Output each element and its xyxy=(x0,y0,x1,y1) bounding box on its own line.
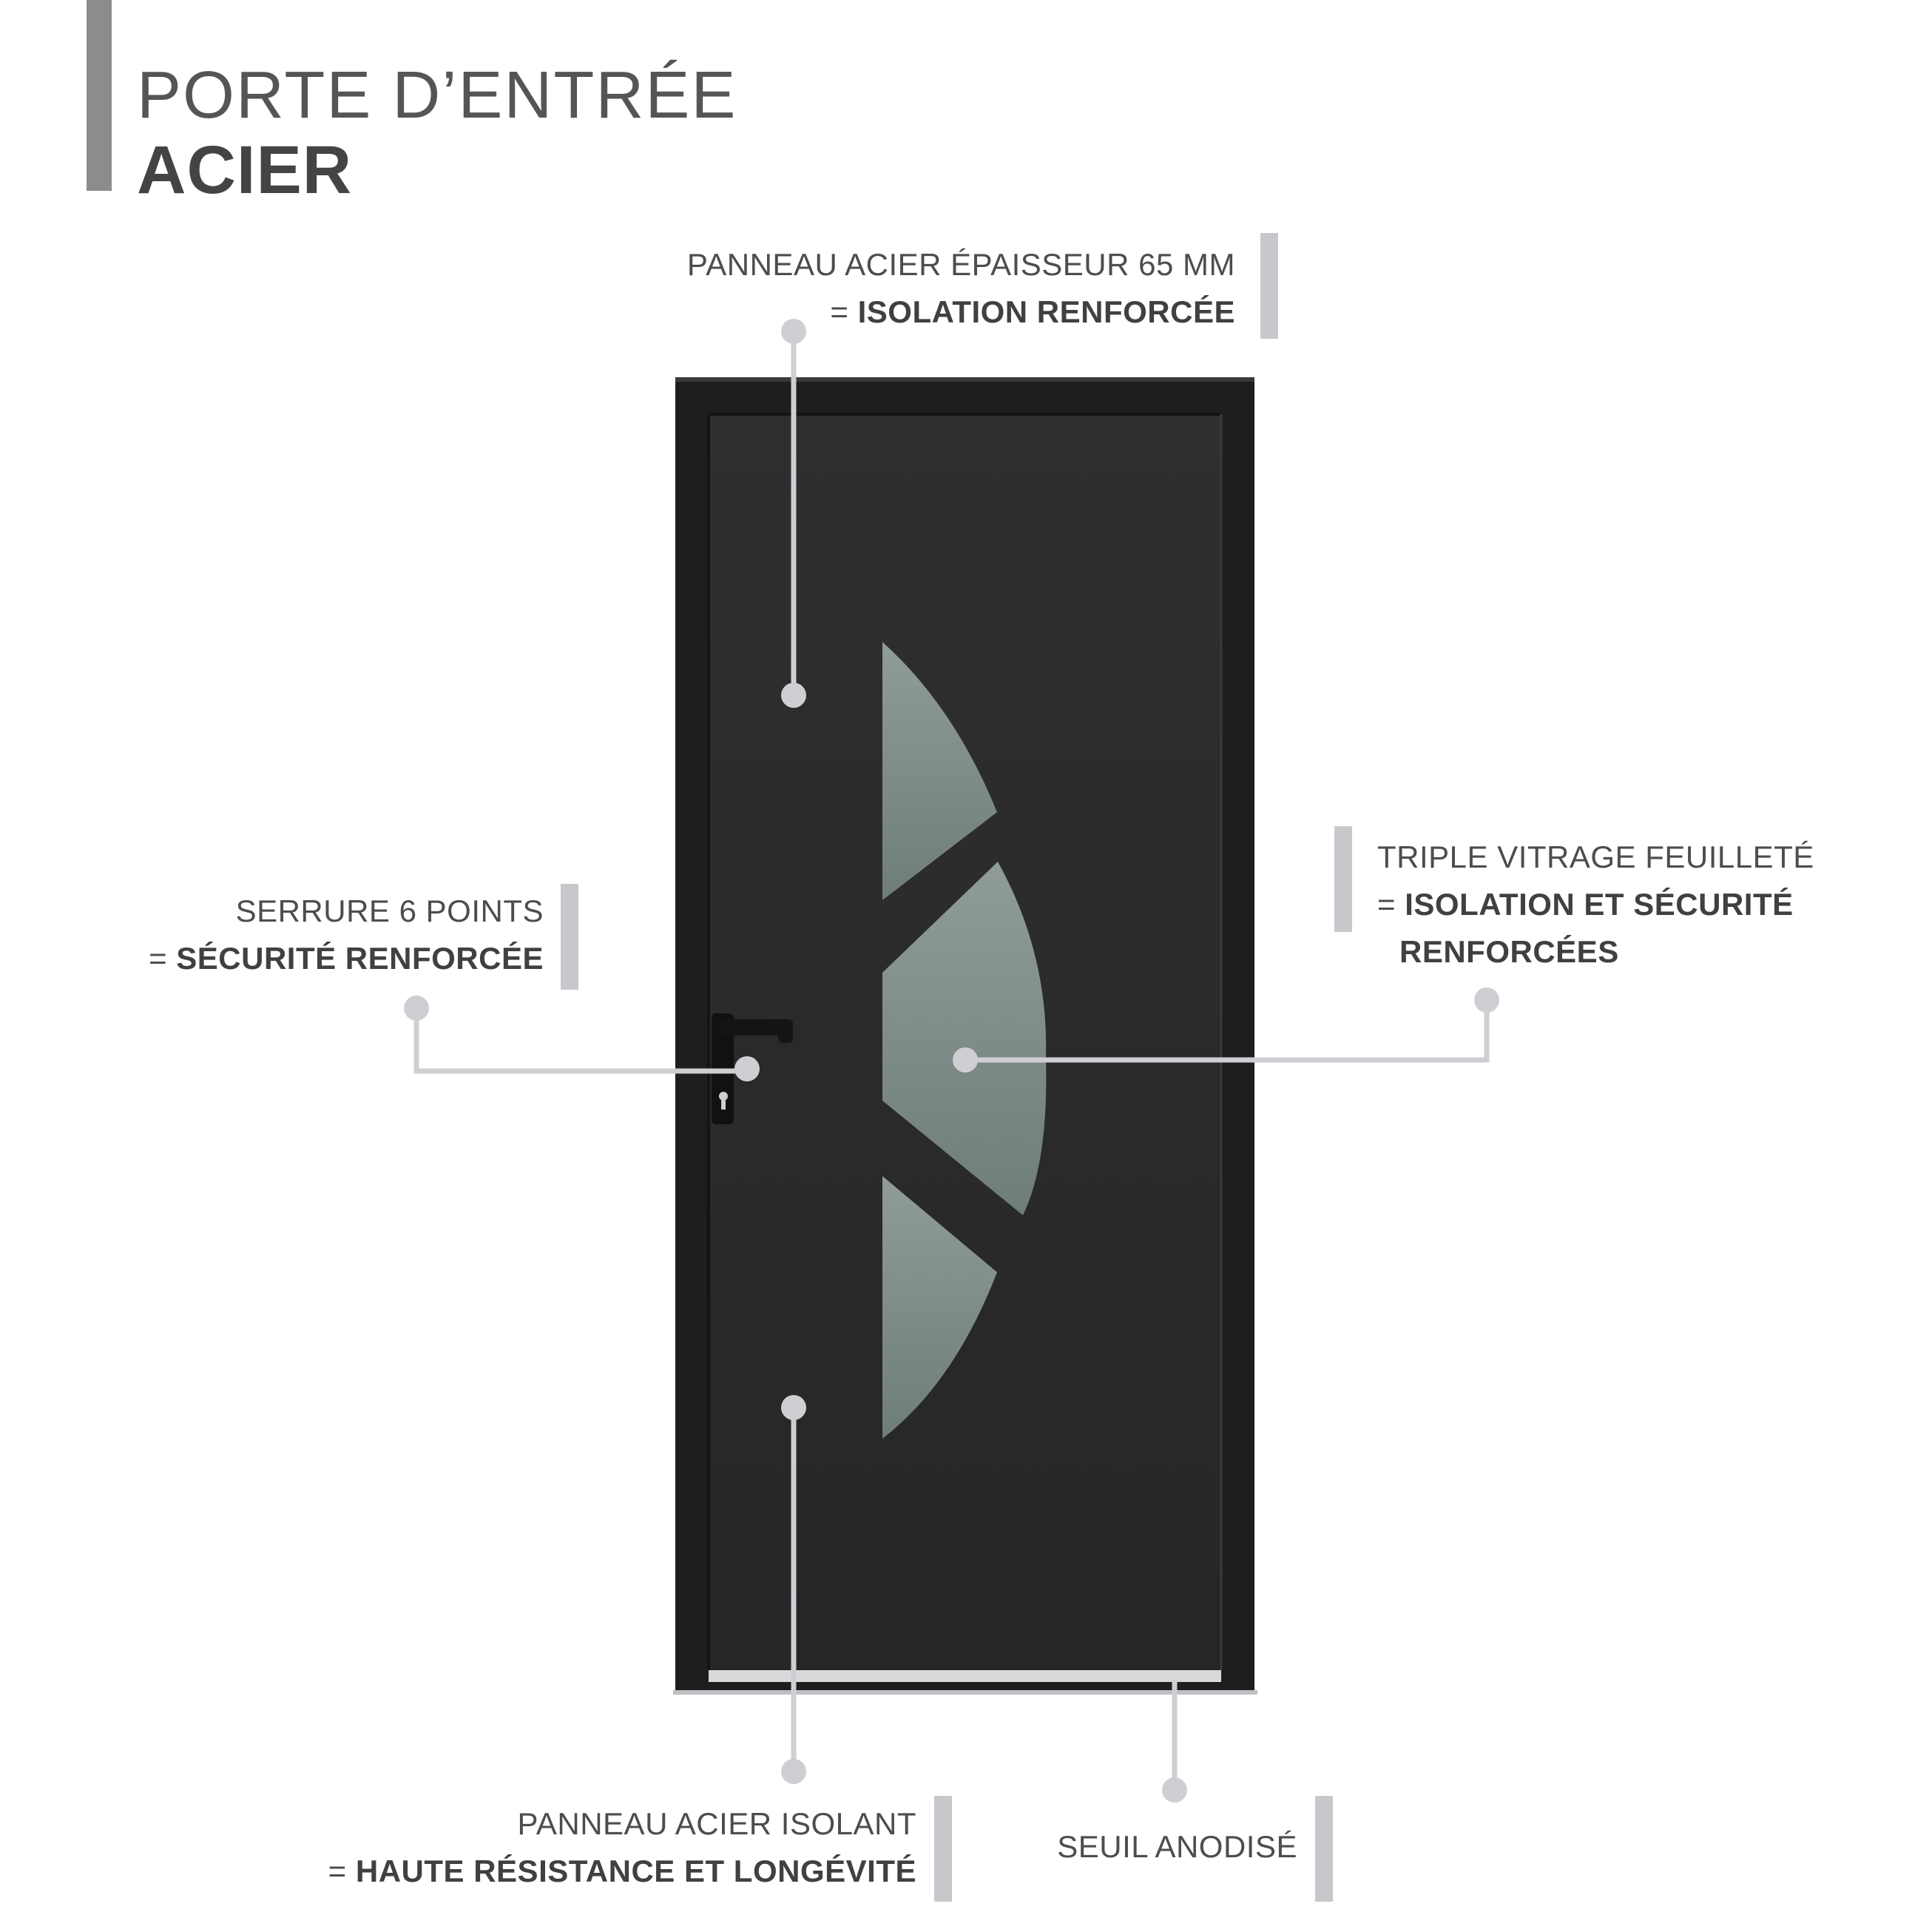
page-title-line2: ACIER xyxy=(137,132,353,208)
callout-bottom-left-prefix: = xyxy=(328,1854,356,1888)
callout-dot-left-start xyxy=(404,996,429,1021)
callout-dot-bottom-right xyxy=(1162,1777,1187,1803)
callout-bottom-right-line1: SEUIL ANODISÉ xyxy=(1057,1829,1297,1864)
callout-bottom-left-line1: PANNEAU ACIER ISOLANT xyxy=(517,1806,916,1841)
callout-top-bar xyxy=(1260,233,1278,339)
callout-right-bold: ISOLATION ET SÉCURITÉ xyxy=(1405,887,1794,922)
callout-dot-left-end xyxy=(734,1056,760,1081)
callout-right-text xyxy=(1377,834,1814,976)
callout-dot-bottom-left-start xyxy=(781,1395,806,1420)
callout-left-text xyxy=(149,888,544,982)
callout-bottom-left-bar xyxy=(934,1796,952,1902)
callout-right-line1: TRIPLE VITRAGE FEUILLETÉ xyxy=(1377,840,1814,874)
callout-top-bold: ISOLATION RENFORCÉE xyxy=(857,294,1235,329)
callout-bottom-right-text xyxy=(1057,1823,1297,1871)
threshold xyxy=(709,1670,1221,1682)
callout-left-prefix: = xyxy=(149,941,177,976)
callout-left-line1: SERRURE 6 POINTS xyxy=(235,894,544,928)
callout-bottom-left-bold: HAUTE RÉSISTANCE ET LONGÉVITÉ xyxy=(355,1854,916,1888)
callout-left-bar xyxy=(561,884,578,990)
page-title-line1: PORTE D’ENTRÉE xyxy=(137,58,737,132)
callout-dot-right-start xyxy=(1474,987,1499,1013)
callout-dot-right-end xyxy=(953,1047,978,1073)
callout-dot-top-end xyxy=(781,683,806,708)
callout-top-text xyxy=(687,241,1235,336)
callout-bottom-right-bar xyxy=(1315,1796,1333,1902)
callout-top-prefix: = xyxy=(830,294,858,329)
callout-top-line1: PANNEAU ACIER ÉPAISSEUR 65 MM xyxy=(686,247,1235,282)
callout-right-prefix: = xyxy=(1377,887,1405,922)
callout-bottom-left-text xyxy=(328,1800,916,1895)
callout-right-bar xyxy=(1334,826,1352,932)
callout-left-bold: SÉCURITÉ RENFORCÉE xyxy=(176,941,544,976)
callout-right-bold-line3: RENFORCÉES xyxy=(1399,934,1619,969)
callout-dot-bottom-left-end xyxy=(781,1759,806,1784)
